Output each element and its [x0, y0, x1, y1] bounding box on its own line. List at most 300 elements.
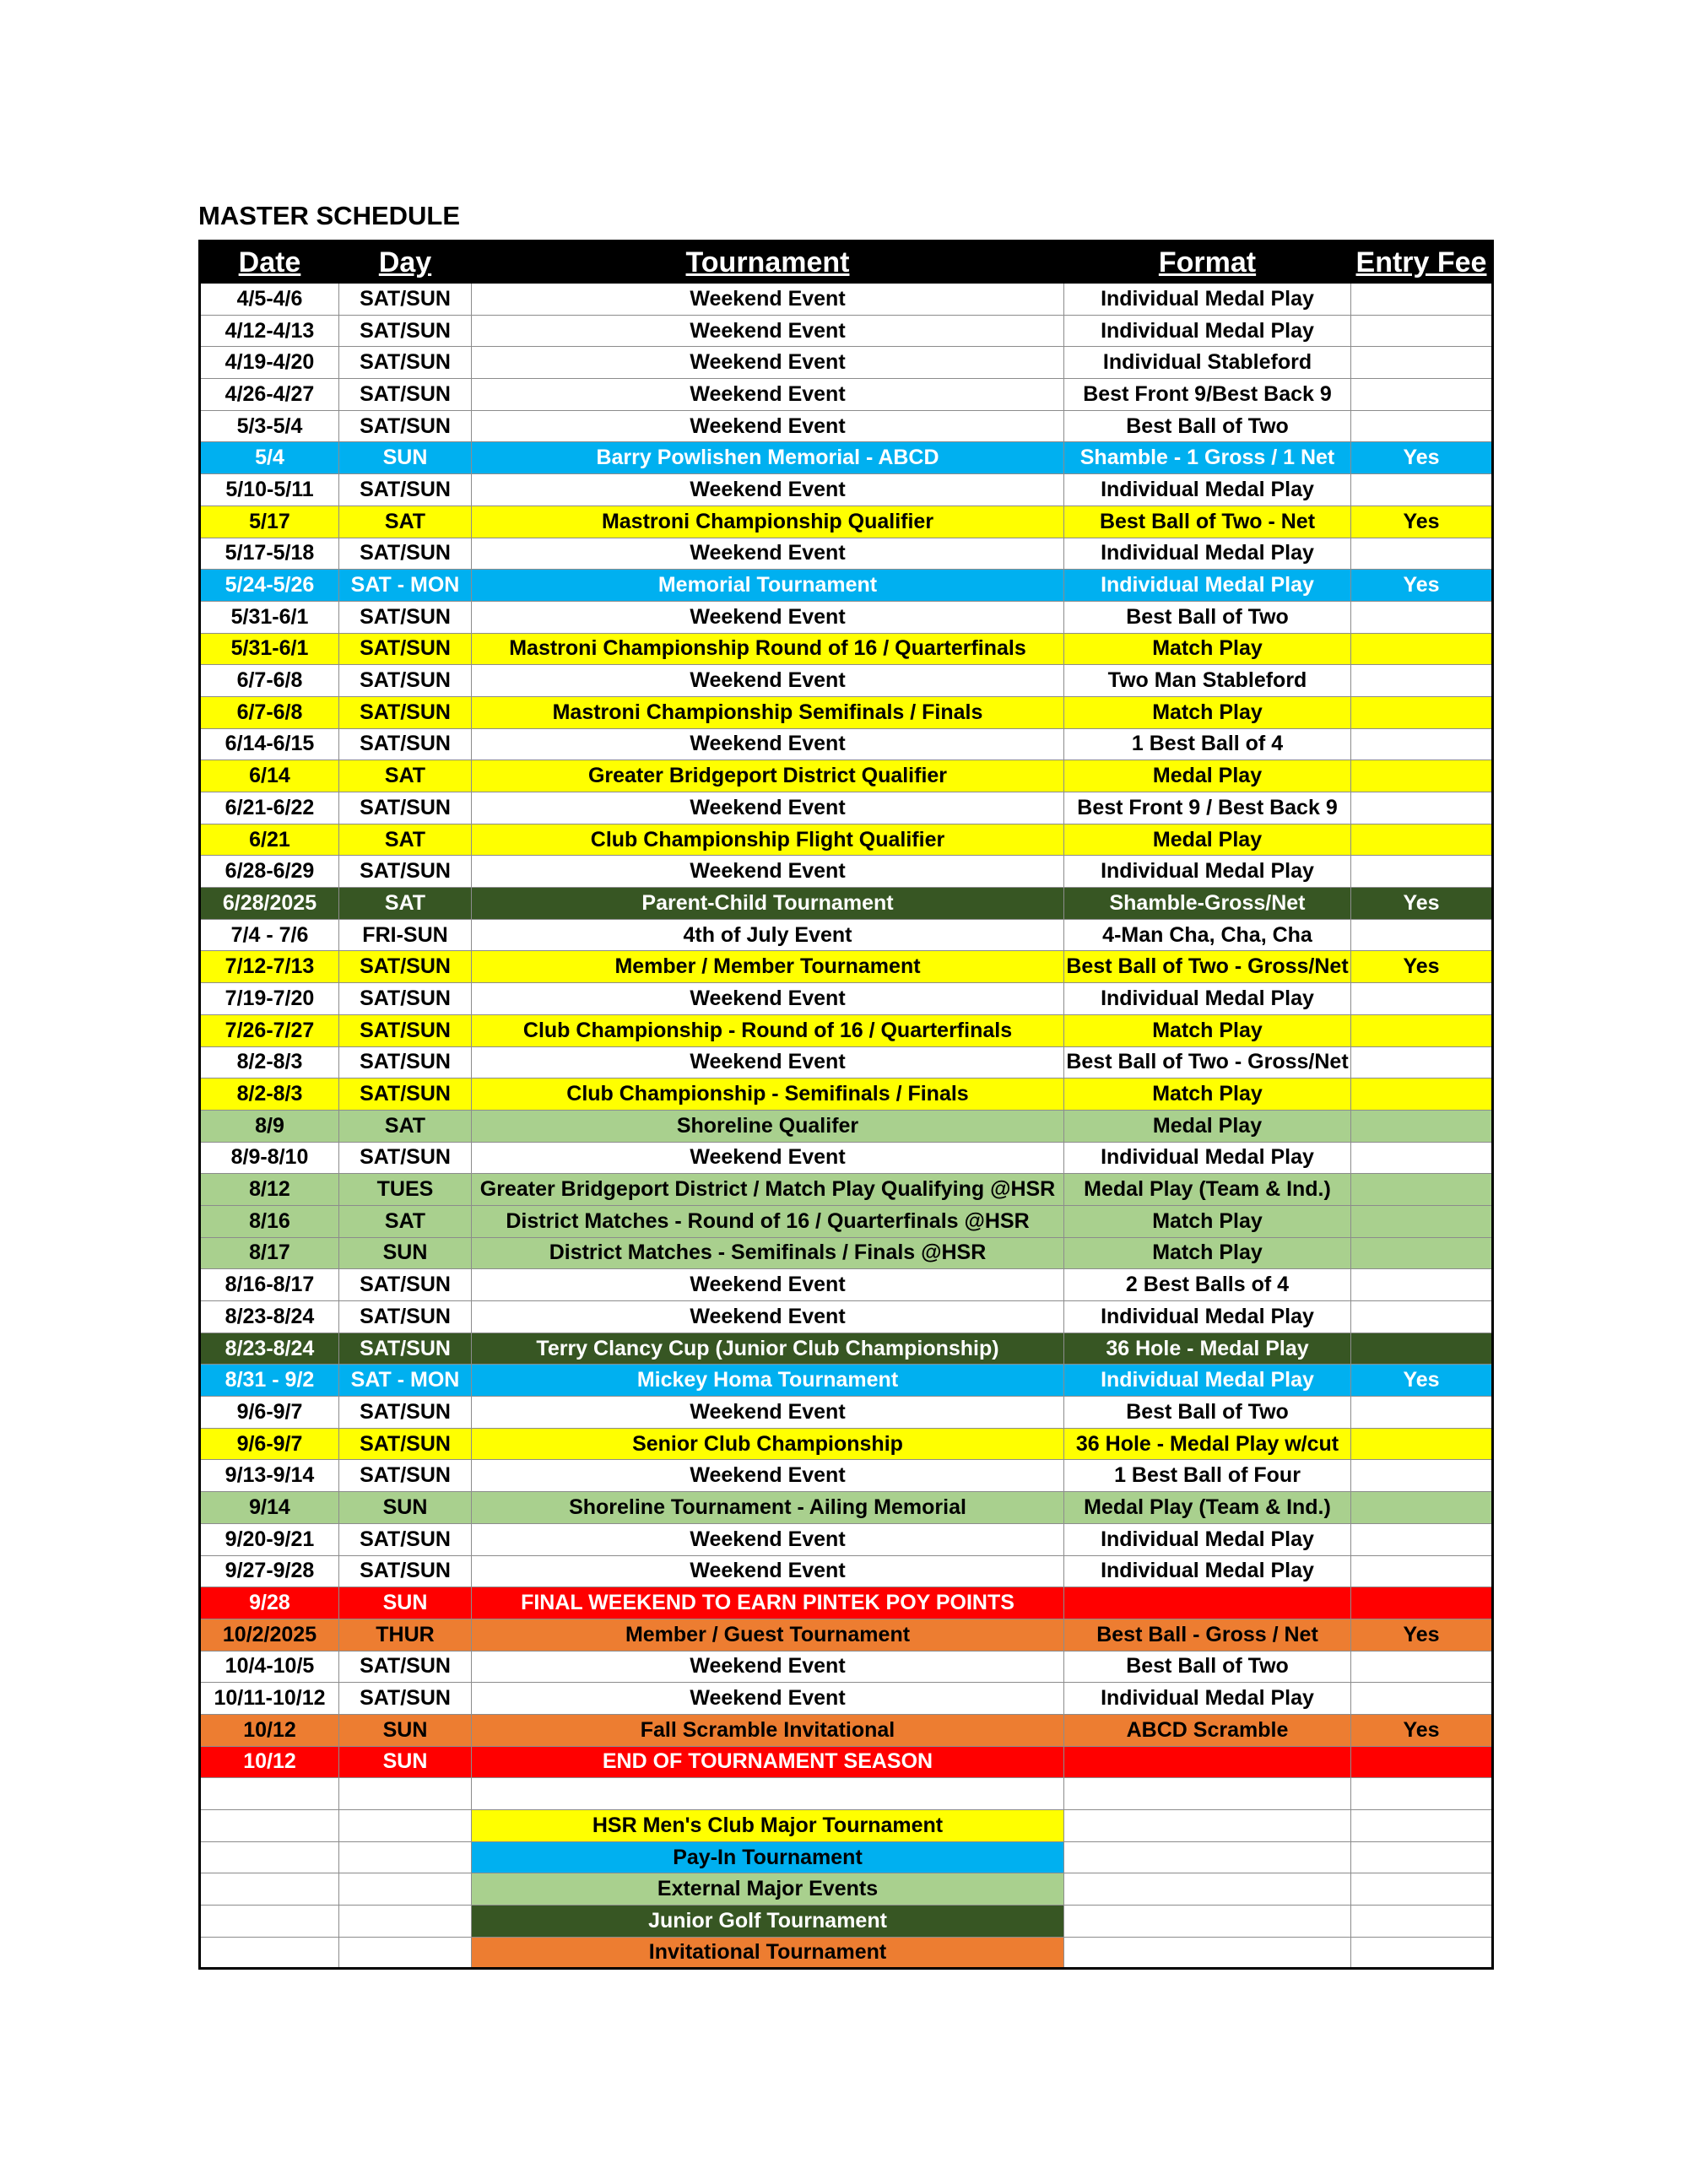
tournament-cell: Weekend Event: [472, 1460, 1064, 1492]
date-cell: 6/14: [200, 760, 339, 792]
entry-fee-cell: [1351, 1110, 1493, 1142]
day-cell: SAT: [339, 888, 472, 920]
format-cell: [1064, 1746, 1351, 1778]
date-cell: 7/19-7/20: [200, 983, 339, 1015]
format-cell: Best Ball of Two: [1064, 410, 1351, 442]
date-cell: 6/7-6/8: [200, 665, 339, 697]
entry-fee-cell: [1351, 1205, 1493, 1237]
empty-cell: [339, 1810, 472, 1842]
format-cell: Match Play: [1064, 1014, 1351, 1046]
day-cell: SAT/SUN: [339, 1269, 472, 1301]
schedule-row: [200, 538, 1493, 570]
format-cell: Medal Play (Team & Ind.): [1064, 1492, 1351, 1524]
format-cell: Individual Medal Play: [1064, 1683, 1351, 1715]
tournament-cell: Weekend Event: [472, 601, 1064, 633]
schedule-row: [200, 951, 1493, 983]
date-cell: 4/5-4/6: [200, 284, 339, 316]
empty-cell: [339, 1906, 472, 1938]
empty-cell: [339, 1778, 472, 1810]
date-cell: 9/28: [200, 1587, 339, 1619]
tournament-cell: Weekend Event: [472, 1683, 1064, 1715]
format-cell: Individual Medal Play: [1064, 284, 1351, 316]
day-cell: SAT/SUN: [339, 1014, 472, 1046]
tournament-cell: FINAL WEEKEND TO EARN PINTEK POY POINTS: [472, 1587, 1064, 1619]
empty-cell: [339, 1937, 472, 1969]
day-cell: SUN: [339, 442, 472, 474]
format-cell: ABCD Scramble: [1064, 1714, 1351, 1746]
entry-fee-cell: [1351, 1460, 1493, 1492]
legend-label: Invitational Tournament: [472, 1937, 1064, 1969]
empty-cell: [1351, 1906, 1493, 1938]
legend-row: [200, 1937, 1493, 1969]
spacer-row: [200, 1778, 1493, 1810]
tournament-cell: Shoreline Tournament - Ailing Memorial: [472, 1492, 1064, 1524]
format-cell: Individual Medal Play: [1064, 315, 1351, 347]
format-cell: Best Ball of Two: [1064, 1397, 1351, 1429]
day-cell: SAT/SUN: [339, 696, 472, 728]
format-cell: Match Play: [1064, 633, 1351, 665]
schedule-row: [200, 1333, 1493, 1365]
format-cell: Medal Play: [1064, 824, 1351, 856]
date-cell: 6/14-6/15: [200, 728, 339, 760]
legend-row: [200, 1841, 1493, 1873]
tournament-cell: Memorial Tournament: [472, 570, 1064, 602]
empty-cell: [1064, 1906, 1351, 1938]
empty-cell: [339, 1841, 472, 1873]
schedule-row: [200, 728, 1493, 760]
entry-fee-cell: [1351, 1651, 1493, 1683]
day-cell: SAT - MON: [339, 570, 472, 602]
date-cell: 8/2-8/3: [200, 1078, 339, 1111]
format-cell: Best Ball of Two: [1064, 1651, 1351, 1683]
entry-fee-cell: [1351, 1555, 1493, 1587]
format-cell: 4-Man Cha, Cha, Cha: [1064, 919, 1351, 951]
tournament-cell: Weekend Event: [472, 347, 1064, 379]
entry-fee-cell: [1351, 1174, 1493, 1206]
empty-cell: [200, 1873, 339, 1906]
entry-fee-cell: Yes: [1351, 442, 1493, 474]
day-cell: SAT/SUN: [339, 1397, 472, 1429]
schedule-row: [200, 760, 1493, 792]
format-cell: Shamble - 1 Gross / 1 Net: [1064, 442, 1351, 474]
date-cell: 5/24-5/26: [200, 570, 339, 602]
date-cell: 10/4-10/5: [200, 1651, 339, 1683]
day-cell: SAT/SUN: [339, 601, 472, 633]
schedule-row: [200, 474, 1493, 506]
table-header-row: [200, 241, 1493, 284]
day-cell: SAT/SUN: [339, 633, 472, 665]
day-cell: SAT/SUN: [339, 728, 472, 760]
empty-cell: [1351, 1873, 1493, 1906]
column-header-format: Format: [1064, 241, 1351, 284]
column-header-day: Day: [339, 241, 472, 284]
tournament-cell: Mastroni Championship Semifinals / Finals: [472, 696, 1064, 728]
legend-label: Junior Golf Tournament: [472, 1906, 1064, 1938]
entry-fee-cell: [1351, 474, 1493, 506]
format-cell: Medal Play: [1064, 1110, 1351, 1142]
day-cell: SAT/SUN: [339, 347, 472, 379]
entry-fee-cell: Yes: [1351, 888, 1493, 920]
tournament-cell: Shoreline Qualifer: [472, 1110, 1064, 1142]
format-cell: Medal Play: [1064, 760, 1351, 792]
empty-cell: [1064, 1873, 1351, 1906]
schedule-row: [200, 696, 1493, 728]
legend-label: External Major Events: [472, 1873, 1064, 1906]
date-cell: 8/16: [200, 1205, 339, 1237]
day-cell: SAT/SUN: [339, 410, 472, 442]
tournament-cell: Weekend Event: [472, 665, 1064, 697]
schedule-row: [200, 919, 1493, 951]
day-cell: SAT/SUN: [339, 379, 472, 411]
tournament-cell: Weekend Event: [472, 410, 1064, 442]
day-cell: SAT/SUN: [339, 665, 472, 697]
schedule-row: [200, 410, 1493, 442]
format-cell: [1064, 1587, 1351, 1619]
column-header-date: Date: [200, 241, 339, 284]
day-cell: SAT/SUN: [339, 1683, 472, 1715]
day-cell: SAT/SUN: [339, 1301, 472, 1333]
format-cell: Match Play: [1064, 1205, 1351, 1237]
format-cell: Best Front 9 / Best Back 9: [1064, 792, 1351, 824]
schedule-row: [200, 601, 1493, 633]
day-cell: SAT/SUN: [339, 1046, 472, 1078]
date-cell: 6/28-6/29: [200, 856, 339, 888]
format-cell: Individual Medal Play: [1064, 1555, 1351, 1587]
tournament-cell: District Matches - Semifinals / Finals @HSR: [472, 1237, 1064, 1269]
tournament-cell: Parent-Child Tournament: [472, 888, 1064, 920]
format-cell: 1 Best Ball of Four: [1064, 1460, 1351, 1492]
date-cell: 5/10-5/11: [200, 474, 339, 506]
tournament-cell: Weekend Event: [472, 1555, 1064, 1587]
day-cell: SAT/SUN: [339, 1555, 472, 1587]
format-cell: Best Front 9/Best Back 9: [1064, 379, 1351, 411]
format-cell: Best Ball of Two - Gross/Net: [1064, 951, 1351, 983]
empty-cell: [1351, 1810, 1493, 1842]
empty-cell: [1351, 1937, 1493, 1969]
schedule-row: [200, 1619, 1493, 1651]
date-cell: 8/23-8/24: [200, 1301, 339, 1333]
day-cell: FRI-SUN: [339, 919, 472, 951]
date-cell: 4/26-4/27: [200, 379, 339, 411]
schedule-row: [200, 1174, 1493, 1206]
schedule-row: [200, 1205, 1493, 1237]
format-cell: Match Play: [1064, 1078, 1351, 1111]
entry-fee-cell: [1351, 347, 1493, 379]
date-cell: 10/2/2025: [200, 1619, 339, 1651]
tournament-cell: Greater Bridgeport District Qualifier: [472, 760, 1064, 792]
entry-fee-cell: [1351, 601, 1493, 633]
day-cell: SAT/SUN: [339, 1078, 472, 1111]
entry-fee-cell: [1351, 1301, 1493, 1333]
date-cell: 5/4: [200, 442, 339, 474]
entry-fee-cell: [1351, 284, 1493, 316]
tournament-cell: Weekend Event: [472, 315, 1064, 347]
day-cell: SAT/SUN: [339, 315, 472, 347]
entry-fee-cell: [1351, 410, 1493, 442]
schedule-row: [200, 633, 1493, 665]
date-cell: 10/12: [200, 1746, 339, 1778]
column-header-entry-fee: Entry Fee: [1351, 241, 1493, 284]
tournament-cell: Weekend Event: [472, 983, 1064, 1015]
date-cell: 9/6-9/7: [200, 1428, 339, 1460]
format-cell: Match Play: [1064, 1237, 1351, 1269]
format-cell: Individual Medal Play: [1064, 983, 1351, 1015]
date-cell: 5/3-5/4: [200, 410, 339, 442]
entry-fee-cell: [1351, 792, 1493, 824]
format-cell: Individual Medal Play: [1064, 1365, 1351, 1397]
schedule-row: [200, 1651, 1493, 1683]
format-cell: Individual Medal Play: [1064, 1301, 1351, 1333]
schedule-row: [200, 983, 1493, 1015]
entry-fee-cell: [1351, 1746, 1493, 1778]
schedule-row: [200, 1587, 1493, 1619]
day-cell: SAT/SUN: [339, 1651, 472, 1683]
date-cell: 5/17: [200, 505, 339, 538]
entry-fee-cell: [1351, 1587, 1493, 1619]
entry-fee-cell: [1351, 1014, 1493, 1046]
format-cell: Individual Medal Play: [1064, 1523, 1351, 1555]
page-title: MASTER SCHEDULE: [198, 201, 461, 230]
date-cell: 5/17-5/18: [200, 538, 339, 570]
entry-fee-cell: [1351, 983, 1493, 1015]
tournament-cell: Club Championship Flight Qualifier: [472, 824, 1064, 856]
format-cell: 1 Best Ball of 4: [1064, 728, 1351, 760]
schedule-row: [200, 442, 1493, 474]
entry-fee-cell: Yes: [1351, 505, 1493, 538]
empty-cell: [1351, 1841, 1493, 1873]
day-cell: SUN: [339, 1714, 472, 1746]
date-cell: 8/9-8/10: [200, 1142, 339, 1174]
master-schedule-table: [198, 240, 1494, 1970]
tournament-cell: District Matches - Round of 16 / Quarterfinals @HSR: [472, 1205, 1064, 1237]
tournament-cell: Club Championship - Round of 16 / Quarterfinals: [472, 1014, 1064, 1046]
day-cell: SUN: [339, 1746, 472, 1778]
empty-cell: [1064, 1937, 1351, 1969]
schedule-row: [200, 1365, 1493, 1397]
tournament-cell: Fall Scramble Invitational: [472, 1714, 1064, 1746]
empty-cell: [1064, 1810, 1351, 1842]
schedule-row: [200, 1523, 1493, 1555]
entry-fee-cell: [1351, 633, 1493, 665]
day-cell: SUN: [339, 1237, 472, 1269]
day-cell: SAT/SUN: [339, 983, 472, 1015]
date-cell: 7/26-7/27: [200, 1014, 339, 1046]
entry-fee-cell: [1351, 760, 1493, 792]
schedule-row: [200, 1746, 1493, 1778]
empty-cell: [200, 1937, 339, 1969]
day-cell: SAT: [339, 505, 472, 538]
tournament-cell: Weekend Event: [472, 856, 1064, 888]
entry-fee-cell: Yes: [1351, 570, 1493, 602]
empty-cell: [200, 1778, 339, 1810]
day-cell: SAT/SUN: [339, 1460, 472, 1492]
schedule-row: [200, 665, 1493, 697]
date-cell: 8/2-8/3: [200, 1046, 339, 1078]
column-header-tournament: Tournament: [472, 241, 1064, 284]
day-cell: SAT: [339, 760, 472, 792]
entry-fee-cell: [1351, 824, 1493, 856]
date-cell: 7/4 - 7/6: [200, 919, 339, 951]
format-cell: Individual Medal Play: [1064, 474, 1351, 506]
entry-fee-cell: [1351, 665, 1493, 697]
tournament-cell: Weekend Event: [472, 474, 1064, 506]
format-cell: Best Ball of Two - Gross/Net: [1064, 1046, 1351, 1078]
schedule-row: [200, 1492, 1493, 1524]
schedule-row: [200, 824, 1493, 856]
day-cell: SAT: [339, 1110, 472, 1142]
date-cell: 8/31 - 9/2: [200, 1365, 339, 1397]
tournament-cell: Mastroni Championship Qualifier: [472, 505, 1064, 538]
schedule-row: [200, 1110, 1493, 1142]
format-cell: Best Ball - Gross / Net: [1064, 1619, 1351, 1651]
day-cell: SUN: [339, 1587, 472, 1619]
format-cell: 36 Hole - Medal Play: [1064, 1333, 1351, 1365]
tournament-cell: END OF TOURNAMENT SEASON: [472, 1746, 1064, 1778]
date-cell: 4/19-4/20: [200, 347, 339, 379]
schedule-row: [200, 315, 1493, 347]
schedule-row: [200, 1014, 1493, 1046]
empty-cell: [1351, 1778, 1493, 1810]
day-cell: SAT/SUN: [339, 1428, 472, 1460]
date-cell: 8/16-8/17: [200, 1269, 339, 1301]
tournament-cell: Club Championship - Semifinals / Finals: [472, 1078, 1064, 1111]
day-cell: SUN: [339, 1492, 472, 1524]
day-cell: SAT/SUN: [339, 474, 472, 506]
tournament-cell: Barry Powlishen Memorial - ABCD: [472, 442, 1064, 474]
day-cell: SAT: [339, 1205, 472, 1237]
schedule-row: [200, 1078, 1493, 1111]
tournament-cell: Weekend Event: [472, 1142, 1064, 1174]
date-cell: 8/17: [200, 1237, 339, 1269]
schedule-row: [200, 1428, 1493, 1460]
tournament-cell: Weekend Event: [472, 1269, 1064, 1301]
date-cell: 9/13-9/14: [200, 1460, 339, 1492]
empty-cell: [200, 1906, 339, 1938]
entry-fee-cell: [1351, 856, 1493, 888]
entry-fee-cell: Yes: [1351, 1714, 1493, 1746]
format-cell: 2 Best Balls of 4: [1064, 1269, 1351, 1301]
format-cell: Medal Play (Team & Ind.): [1064, 1174, 1351, 1206]
tournament-cell: Mastroni Championship Round of 16 / Quarterfinals: [472, 633, 1064, 665]
schedule-row: [200, 1397, 1493, 1429]
tournament-cell: Member / Guest Tournament: [472, 1619, 1064, 1651]
schedule-body: [200, 284, 1493, 1969]
schedule-row: [200, 347, 1493, 379]
schedule-row: [200, 1237, 1493, 1269]
date-cell: 9/27-9/28: [200, 1555, 339, 1587]
tournament-cell: Weekend Event: [472, 792, 1064, 824]
schedule-row: [200, 1301, 1493, 1333]
schedule-row: [200, 1714, 1493, 1746]
tournament-cell: Senior Club Championship: [472, 1428, 1064, 1460]
date-cell: 9/20-9/21: [200, 1523, 339, 1555]
entry-fee-cell: [1351, 1492, 1493, 1524]
empty-cell: [1064, 1778, 1351, 1810]
date-cell: 9/14: [200, 1492, 339, 1524]
entry-fee-cell: Yes: [1351, 1365, 1493, 1397]
entry-fee-cell: [1351, 728, 1493, 760]
entry-fee-cell: [1351, 1237, 1493, 1269]
format-cell: 36 Hole - Medal Play w/cut: [1064, 1428, 1351, 1460]
schedule-row: [200, 1269, 1493, 1301]
empty-cell: [200, 1810, 339, 1842]
schedule-row: [200, 570, 1493, 602]
format-cell: Shamble-Gross/Net: [1064, 888, 1351, 920]
day-cell: THUR: [339, 1619, 472, 1651]
tournament-cell: Weekend Event: [472, 1397, 1064, 1429]
tournament-cell: Greater Bridgeport District / Match Play Qualifying @HSR: [472, 1174, 1064, 1206]
date-cell: 10/11-10/12: [200, 1683, 339, 1715]
schedule-row: [200, 379, 1493, 411]
entry-fee-cell: [1351, 1333, 1493, 1365]
schedule-row: [200, 1046, 1493, 1078]
date-cell: 6/21: [200, 824, 339, 856]
format-cell: Individual Medal Play: [1064, 856, 1351, 888]
date-cell: 8/12: [200, 1174, 339, 1206]
date-cell: 4/12-4/13: [200, 315, 339, 347]
format-cell: Individual Medal Play: [1064, 538, 1351, 570]
entry-fee-cell: [1351, 919, 1493, 951]
format-cell: Individual Stableford: [1064, 347, 1351, 379]
tournament-cell: Weekend Event: [472, 1523, 1064, 1555]
legend-row: [200, 1906, 1493, 1938]
day-cell: SAT/SUN: [339, 1142, 472, 1174]
entry-fee-cell: [1351, 1046, 1493, 1078]
tournament-cell: 4th of July Event: [472, 919, 1064, 951]
schedule-row: [200, 1142, 1493, 1174]
date-cell: 5/31-6/1: [200, 633, 339, 665]
entry-fee-cell: [1351, 379, 1493, 411]
date-cell: 8/9: [200, 1110, 339, 1142]
day-cell: SAT: [339, 824, 472, 856]
tournament-cell: Weekend Event: [472, 538, 1064, 570]
day-cell: SAT/SUN: [339, 538, 472, 570]
format-cell: Best Ball of Two: [1064, 601, 1351, 633]
entry-fee-cell: [1351, 538, 1493, 570]
format-cell: Match Play: [1064, 696, 1351, 728]
schedule-row: [200, 792, 1493, 824]
day-cell: SAT/SUN: [339, 1333, 472, 1365]
entry-fee-cell: Yes: [1351, 1619, 1493, 1651]
schedule-row: [200, 1555, 1493, 1587]
legend-row: [200, 1873, 1493, 1906]
day-cell: SAT/SUN: [339, 284, 472, 316]
schedule-row: [200, 284, 1493, 316]
tournament-cell: Weekend Event: [472, 379, 1064, 411]
schedule-row: [200, 1460, 1493, 1492]
tournament-cell: Terry Clancy Cup (Junior Club Championship): [472, 1333, 1064, 1365]
entry-fee-cell: [1351, 1397, 1493, 1429]
date-cell: 6/21-6/22: [200, 792, 339, 824]
entry-fee-cell: [1351, 1428, 1493, 1460]
tournament-cell: Weekend Event: [472, 1651, 1064, 1683]
schedule-row: [200, 1683, 1493, 1715]
date-cell: 9/6-9/7: [200, 1397, 339, 1429]
date-cell: 10/12: [200, 1714, 339, 1746]
tournament-cell: Member / Member Tournament: [472, 951, 1064, 983]
format-cell: Two Man Stableford: [1064, 665, 1351, 697]
empty-cell: [200, 1841, 339, 1873]
schedule-row: [200, 888, 1493, 920]
schedule-row: [200, 856, 1493, 888]
tournament-cell: Weekend Event: [472, 284, 1064, 316]
day-cell: SAT/SUN: [339, 792, 472, 824]
date-cell: 7/12-7/13: [200, 951, 339, 983]
date-cell: 6/7-6/8: [200, 696, 339, 728]
format-cell: Individual Medal Play: [1064, 570, 1351, 602]
legend-row: [200, 1810, 1493, 1842]
empty-cell: [1064, 1841, 1351, 1873]
